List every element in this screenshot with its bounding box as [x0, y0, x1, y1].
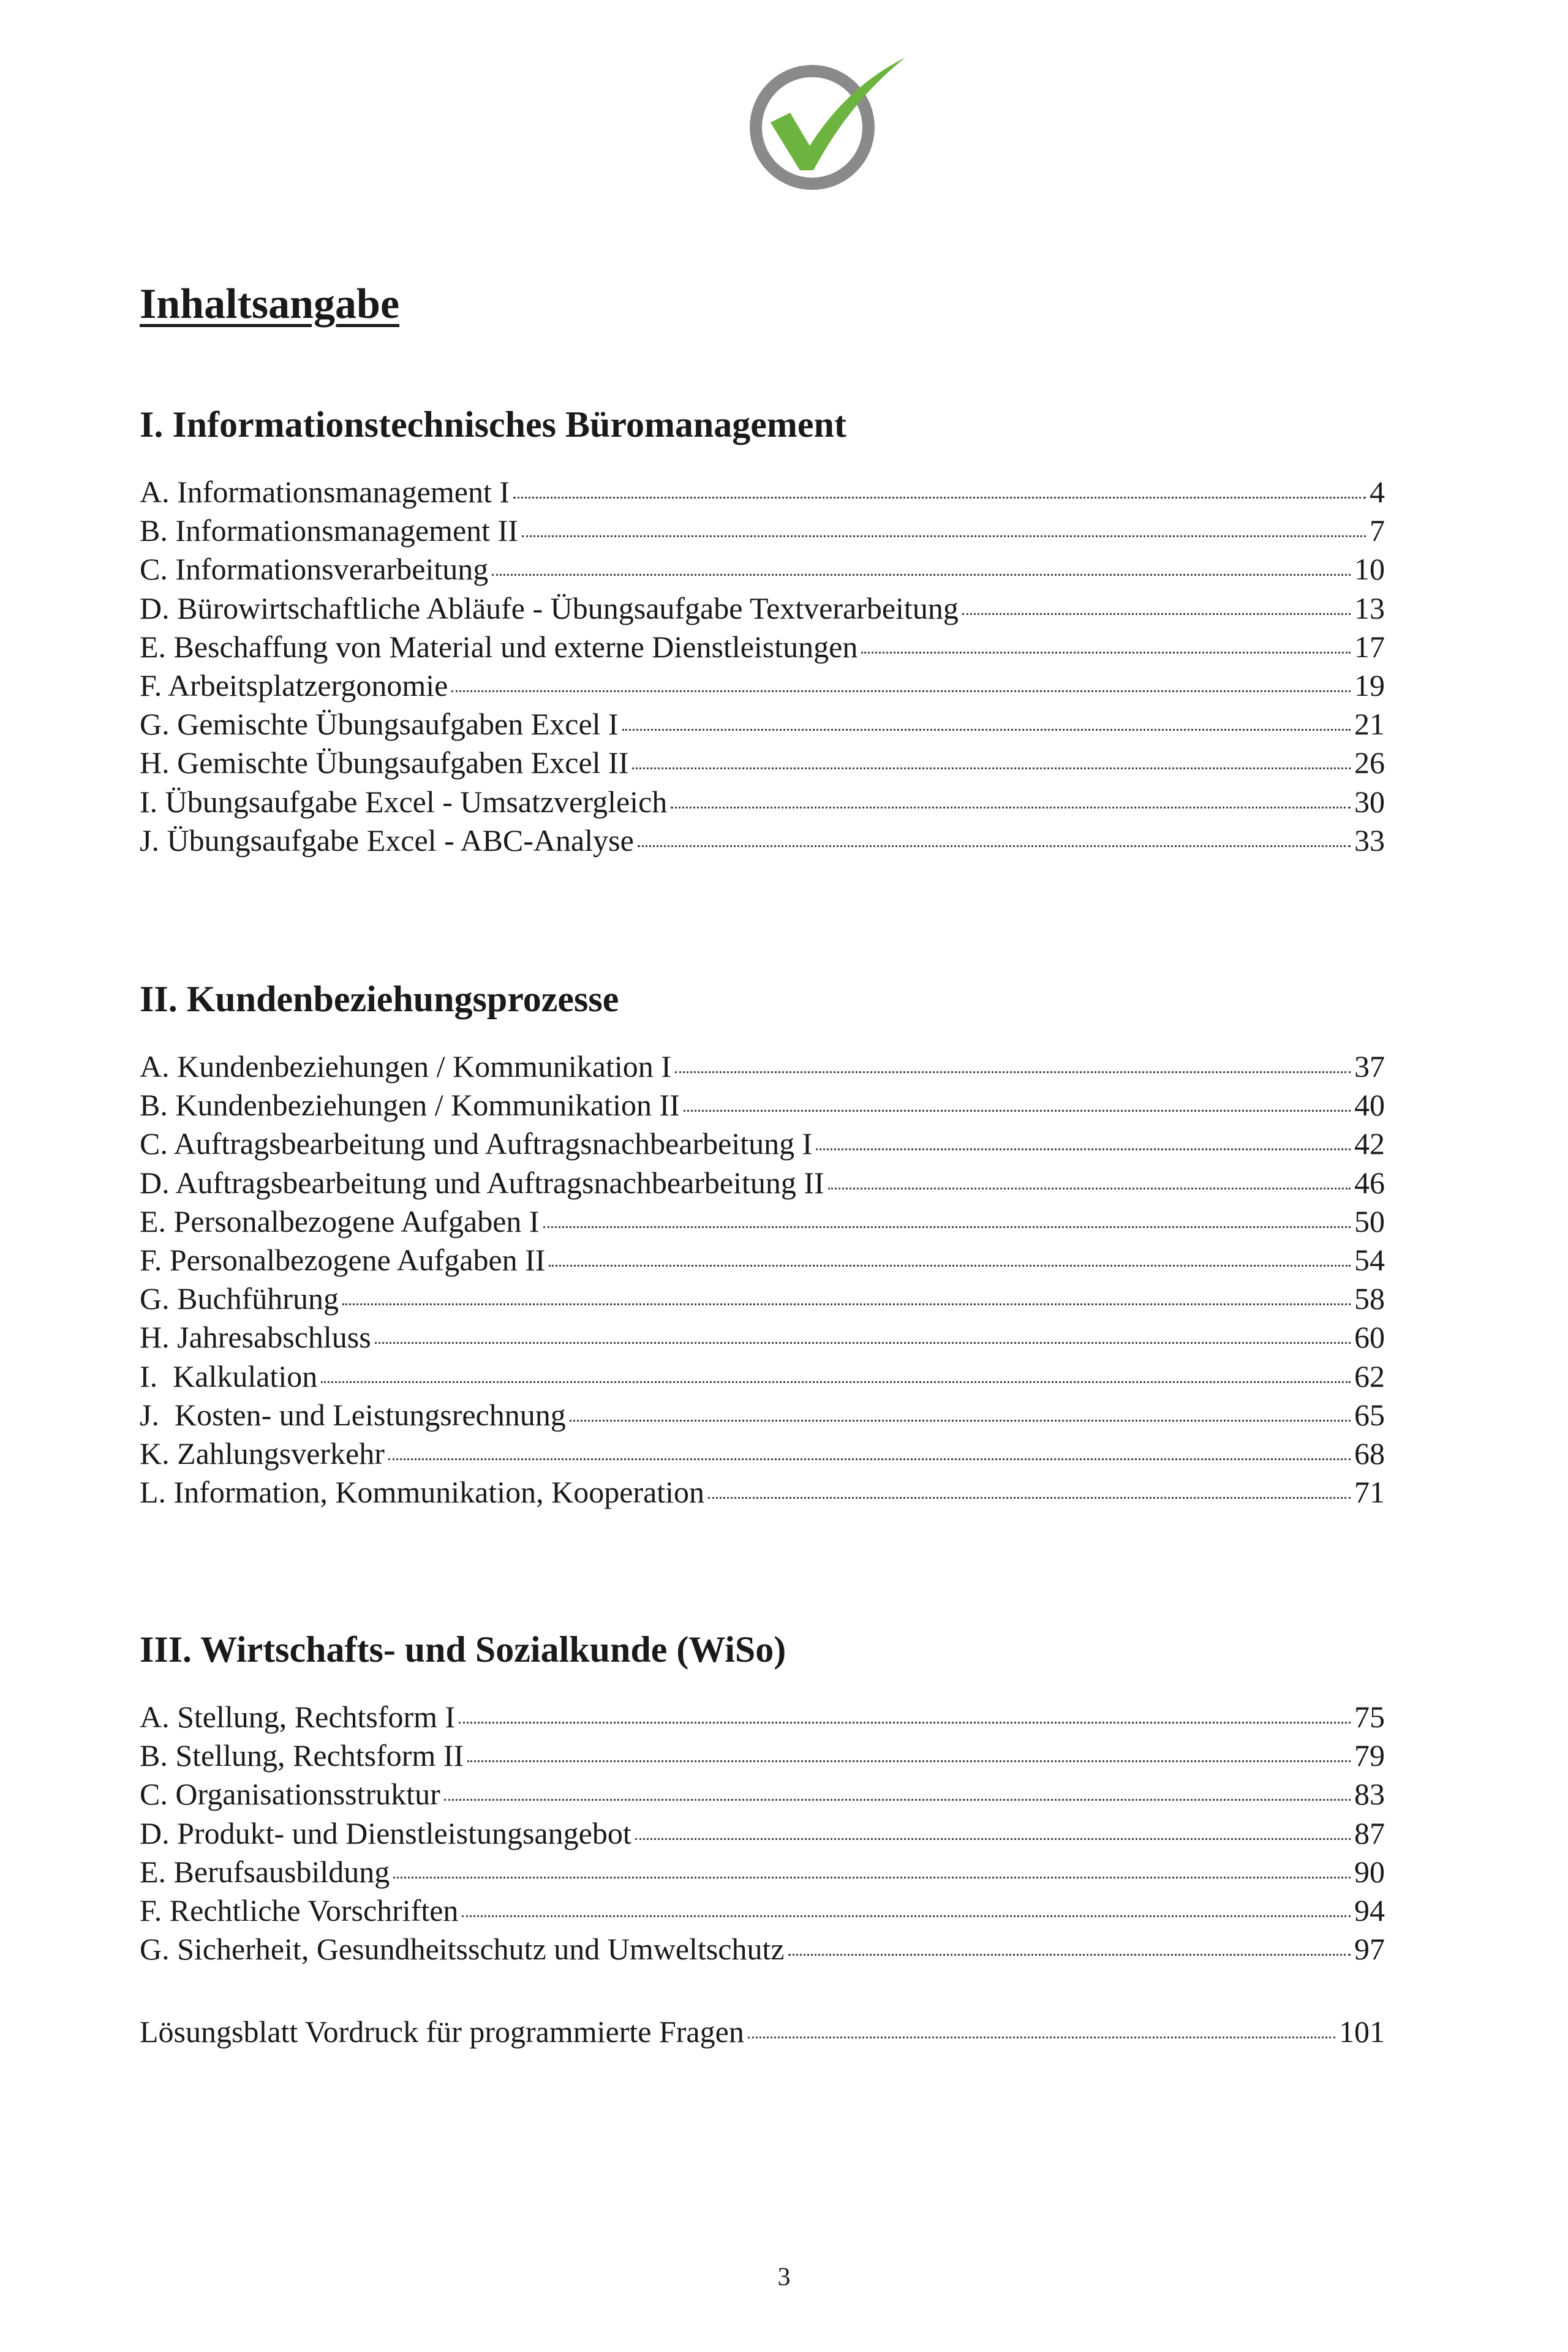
toc-entry-label: K. Zahlungsverkehr — [140, 1436, 385, 1471]
toc-entry-label: A. Kundenbeziehungen / Kommunikation I — [140, 1049, 671, 1084]
toc-entry-page: 17 — [1354, 629, 1385, 664]
toc-entry[interactable] — [140, 1891, 1385, 1930]
toc-entry[interactable] — [140, 744, 1385, 782]
toc-list — [140, 473, 1385, 860]
toc-entry-label: C. Informationsverarbeitung — [140, 552, 489, 587]
toc-entry-label: H. Gemischte Übungsaufgaben Excel II — [140, 745, 629, 780]
toc-entry-label: B. Kundenbeziehungen / Kommunikation II — [140, 1088, 680, 1123]
toc-entry-page: 62 — [1354, 1359, 1385, 1393]
toc-entry[interactable] — [140, 1047, 1385, 1086]
dot-leader — [708, 1497, 1351, 1499]
toc-entry-page: 58 — [1354, 1281, 1385, 1316]
toc-entry-label: F. Rechtliche Vorschriften — [140, 1893, 459, 1928]
toc-entry-label: E. Personalbezogene Aufgaben I — [140, 1204, 540, 1238]
toc-entry-label: F. Personalbezogene Aufgaben II — [140, 1242, 546, 1277]
toc-entry[interactable] — [140, 666, 1385, 705]
toc-list — [140, 1698, 1385, 1969]
dot-leader — [543, 1226, 1351, 1228]
toc-entry-page: 10 — [1354, 552, 1385, 587]
toc-entry-page: 33 — [1354, 823, 1385, 858]
page-number: 3 — [777, 2263, 791, 2291]
toc-entry[interactable] — [140, 1164, 1385, 1202]
toc-extra — [140, 2013, 1385, 2051]
section-heading: I. Informationstechnisches Büromanagement — [140, 404, 846, 445]
dot-leader — [513, 497, 1366, 499]
toc-entry-page: 13 — [1354, 590, 1385, 625]
toc-entry[interactable] — [140, 1930, 1385, 1969]
toc-entry-page: 68 — [1354, 1436, 1385, 1471]
toc-entry-page: 46 — [1354, 1165, 1385, 1200]
toc-entry[interactable] — [140, 1434, 1385, 1473]
toc-entry-label: L. Information, Kommunikation, Kooperation — [140, 1475, 705, 1510]
toc-entry[interactable] — [140, 550, 1385, 589]
toc-entry-label: D. Produkt- und Dienstleistungsangebot — [140, 1815, 631, 1850]
toc-entry[interactable] — [140, 1775, 1385, 1814]
toc-entry-label: E. Beschaffung von Material und externe Dienstleistungen — [140, 629, 858, 664]
toc-entry[interactable] — [140, 1086, 1385, 1125]
toc-entry-label: I. Übungsaufgabe Excel - Umsatzvergleich — [140, 784, 668, 819]
toc-entry-page: 79 — [1354, 1738, 1385, 1773]
dot-leader — [671, 807, 1351, 809]
toc-section-1 — [140, 404, 1385, 860]
dot-leader — [861, 652, 1351, 654]
dot-leader — [632, 767, 1351, 769]
toc-entry-page: 71 — [1354, 1475, 1385, 1510]
toc-entry[interactable] — [140, 589, 1385, 628]
toc-entry[interactable] — [140, 628, 1385, 666]
toc-entry-label: J. Kosten- und Leistungsrechnung — [140, 1397, 566, 1432]
dot-leader — [451, 690, 1351, 692]
toc-entry-page: 4 — [1370, 475, 1385, 509]
page-title: Inhaltsangabe — [140, 281, 400, 328]
toc-entry-page: 87 — [1354, 1815, 1385, 1850]
dot-leader — [467, 1760, 1351, 1762]
dot-leader — [321, 1381, 1351, 1383]
dot-leader — [816, 1148, 1351, 1150]
toc-entry-page: 54 — [1354, 1242, 1385, 1277]
toc-section-2 — [140, 979, 1385, 1512]
dot-leader — [393, 1877, 1351, 1879]
toc-entry[interactable] — [140, 821, 1385, 860]
dot-leader — [684, 1110, 1351, 1112]
toc-entry[interactable] — [140, 1853, 1385, 1891]
toc-entry-page: 50 — [1354, 1204, 1385, 1238]
toc-entry[interactable] — [140, 1241, 1385, 1280]
dot-leader — [375, 1342, 1351, 1344]
toc-entry[interactable] — [140, 1318, 1385, 1357]
toc-entry-page: 30 — [1354, 784, 1385, 819]
dot-leader — [522, 535, 1366, 537]
toc-entry[interactable] — [140, 1202, 1385, 1241]
toc-entry-page: 83 — [1354, 1777, 1385, 1812]
toc-entry-page: 42 — [1354, 1126, 1385, 1161]
dot-leader — [549, 1265, 1351, 1267]
toc-entry-page: 37 — [1354, 1049, 1385, 1084]
toc-entry-label: G. Gemischte Übungsaufgaben Excel I — [140, 707, 619, 742]
dot-leader — [635, 1838, 1351, 1840]
dot-leader — [388, 1458, 1351, 1460]
toc-entry-label: F. Arbeitsplatzergonomie — [140, 668, 448, 703]
dot-leader — [638, 845, 1351, 847]
toc-entry-label: E. Berufsausbildung — [140, 1854, 390, 1889]
toc-entry-page: 65 — [1354, 1397, 1385, 1432]
toc-entry-label: Lösungsblatt Vordruck für programmierte Fragen — [140, 2015, 744, 2049]
toc-entry-label: D. Auftragsbearbeitung und Auftragsnachbearbeitung II — [140, 1165, 824, 1200]
toc-entry[interactable] — [140, 1473, 1385, 1512]
toc-entry-label: G. Sicherheit, Gesundheitsschutz und Umweltschutz — [140, 1932, 785, 1967]
section-heading: II. Kundenbeziehungsprozesse — [140, 979, 619, 1019]
toc-entry-label: J. Übungsaufgabe Excel - ABC-Analyse — [140, 823, 634, 858]
toc-entry-page: 60 — [1354, 1320, 1385, 1355]
dot-leader — [462, 1915, 1351, 1917]
toc-entry-page: 90 — [1354, 1854, 1385, 1889]
toc-list — [140, 2013, 1385, 2051]
dot-leader — [459, 1722, 1351, 1724]
dot-leader — [675, 1071, 1351, 1073]
toc-entry-page: 40 — [1354, 1088, 1385, 1123]
dot-leader — [492, 574, 1351, 576]
toc-entry[interactable] — [140, 1698, 1385, 1736]
dot-leader — [748, 2037, 1335, 2038]
section-heading: III. Wirtschafts- und Sozialkunde (WiSo) — [140, 1629, 786, 1670]
toc-section-3 — [140, 1629, 1385, 1969]
toc-entry-label: D. Bürowirtschaftliche Abläufe - Übungsaufgabe Textverarbeitung — [140, 590, 959, 625]
toc-entry-page: 21 — [1354, 707, 1385, 742]
toc-entry[interactable] — [140, 1125, 1385, 1163]
toc-entry-label: H. Jahresabschluss — [140, 1320, 371, 1355]
toc-entry-page: 94 — [1354, 1893, 1385, 1928]
toc-entry-page: 26 — [1354, 745, 1385, 780]
toc-entry-label: C. Auftragsbearbeitung und Auftragsnachbearbeitung I — [140, 1126, 813, 1161]
toc-entry[interactable] — [140, 1736, 1385, 1775]
toc-entry-label: B. Stellung, Rechtsform II — [140, 1738, 464, 1773]
toc-entry-label: C. Organisationsstruktur — [140, 1777, 440, 1812]
toc-entry-label: B. Informationsmanagement II — [140, 513, 518, 548]
toc-entry[interactable] — [140, 511, 1385, 550]
toc-entry[interactable] — [140, 1396, 1385, 1434]
toc-entry[interactable] — [140, 705, 1385, 744]
toc-entry-page: 97 — [1354, 1932, 1385, 1967]
toc-entry[interactable] — [140, 1814, 1385, 1853]
toc-entry[interactable] — [140, 783, 1385, 821]
toc-entry[interactable] — [140, 1357, 1385, 1396]
dot-leader — [622, 729, 1351, 731]
dot-leader — [962, 613, 1351, 615]
toc-list — [140, 1047, 1385, 1512]
toc-entry-page: 7 — [1370, 513, 1385, 548]
toc-entry-page: 19 — [1354, 668, 1385, 703]
dot-leader — [444, 1799, 1351, 1801]
dot-leader — [788, 1954, 1351, 1956]
toc-entry-label: A. Stellung, Rechtsform I — [140, 1700, 456, 1734]
dot-leader — [342, 1303, 1351, 1305]
toc-entry-page: 75 — [1354, 1700, 1385, 1734]
dot-leader — [570, 1420, 1351, 1422]
toc-entry[interactable] — [140, 473, 1385, 511]
checkmark-icon — [741, 54, 919, 201]
dot-leader — [828, 1188, 1351, 1189]
toc-entry[interactable] — [140, 1280, 1385, 1318]
toc-entry-label: I. Kalkulation — [140, 1359, 318, 1393]
toc-entry-label: A. Informationsmanagement I — [140, 475, 510, 509]
toc-entry-label: G. Buchführung — [140, 1281, 339, 1316]
toc-entry[interactable] — [140, 2013, 1385, 2051]
toc-entry-page: 101 — [1339, 2015, 1385, 2049]
